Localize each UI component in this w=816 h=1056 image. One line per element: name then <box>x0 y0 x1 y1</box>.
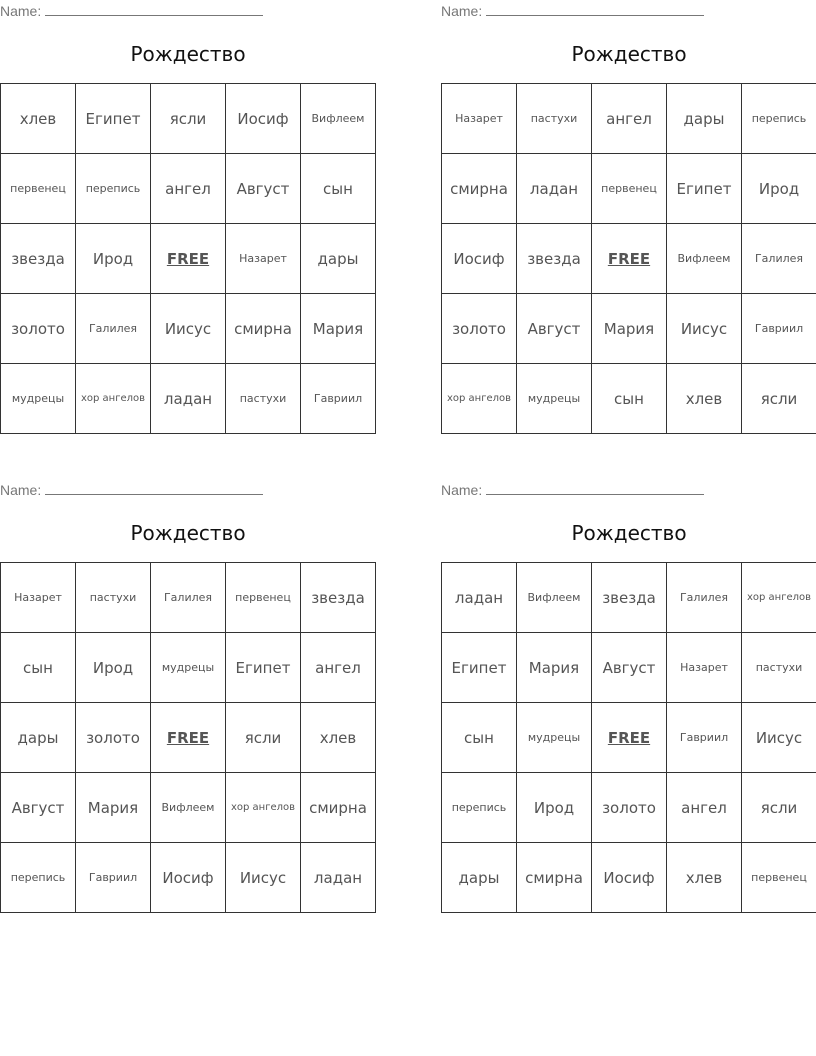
free-space-cell: FREE <box>592 703 667 773</box>
bingo-cell: Гавриил <box>76 843 151 913</box>
bingo-cell: первенец <box>226 563 301 633</box>
card-title: Рождество <box>571 42 687 66</box>
bingo-cell: Галилея <box>667 563 742 633</box>
bingo-cell: хор ангелов <box>742 563 816 633</box>
bingo-cell: хлев <box>301 703 376 773</box>
grid-row <box>442 154 816 224</box>
bingo-cell: сын <box>442 703 517 773</box>
name-blank-field[interactable] <box>45 482 263 495</box>
bingo-cell: Август <box>517 294 592 364</box>
bingo-cell: Вифлеем <box>517 563 592 633</box>
bingo-cell: Иисус <box>226 843 301 913</box>
bingo-cell: Ирод <box>517 773 592 843</box>
bingo-cell: звезда <box>301 563 376 633</box>
bingo-cell: Галилея <box>151 563 226 633</box>
name-label: Name: <box>0 482 42 498</box>
bingo-cell: хлев <box>1 84 76 154</box>
bingo-cell: перепись <box>76 154 151 224</box>
name-blank-field[interactable] <box>486 482 704 495</box>
bingo-cell: хлев <box>667 364 742 434</box>
bingo-cell: смирна <box>301 773 376 843</box>
bingo-cell: ангел <box>301 633 376 703</box>
bingo-cell: пастухи <box>517 84 592 154</box>
bingo-cell: перепись <box>1 843 76 913</box>
bingo-cell: смирна <box>517 843 592 913</box>
bingo-cell: пастухи <box>76 563 151 633</box>
bingo-cell: мудрецы <box>517 703 592 773</box>
grid-row <box>442 84 816 154</box>
bingo-cell: хлев <box>667 843 742 913</box>
bingo-cell: ясли <box>151 84 226 154</box>
bingo-cell: ангел <box>667 773 742 843</box>
name-line <box>0 3 263 19</box>
name-label: Name: <box>441 3 483 19</box>
bingo-cell: Назарет <box>667 633 742 703</box>
bingo-cell: Египет <box>442 633 517 703</box>
grid-row <box>442 633 816 703</box>
name-label: Name: <box>441 482 483 498</box>
bingo-grid <box>0 562 376 913</box>
bingo-cell: золото <box>1 294 76 364</box>
bingo-cell: Иосиф <box>592 843 667 913</box>
bingo-cell: сын <box>592 364 667 434</box>
bingo-cell: Ирод <box>76 224 151 294</box>
bingo-cell: первенец <box>1 154 76 224</box>
bingo-cell: хор ангелов <box>76 364 151 434</box>
grid-row <box>1 364 376 434</box>
bingo-cell: ладан <box>442 563 517 633</box>
bingo-cell: Вифлеем <box>151 773 226 843</box>
bingo-cell: Мария <box>592 294 667 364</box>
bingo-cell: ладан <box>517 154 592 224</box>
bingo-cell: Иосиф <box>442 224 517 294</box>
bingo-cell: ясли <box>226 703 301 773</box>
bingo-cell: золото <box>76 703 151 773</box>
bingo-cell: дары <box>442 843 517 913</box>
bingo-cell: перепись <box>742 84 816 154</box>
bingo-cell: хор ангелов <box>226 773 301 843</box>
bingo-cell: Вифлеем <box>667 224 742 294</box>
bingo-cell: звезда <box>517 224 592 294</box>
bingo-grid <box>441 562 816 913</box>
grid-row <box>1 154 376 224</box>
bingo-cell: Гавриил <box>667 703 742 773</box>
bingo-cell: Мария <box>301 294 376 364</box>
bingo-cell: дары <box>1 703 76 773</box>
bingo-cell: смирна <box>442 154 517 224</box>
grid-row <box>442 364 816 434</box>
card-title: Рождество <box>130 521 246 545</box>
bingo-cell: Назарет <box>442 84 517 154</box>
card-title: Рождество <box>130 42 246 66</box>
free-space-cell: FREE <box>592 224 667 294</box>
bingo-cell: Август <box>1 773 76 843</box>
bingo-cell: пастухи <box>742 633 816 703</box>
bingo-cell: Гавриил <box>742 294 816 364</box>
bingo-cell: Иисус <box>667 294 742 364</box>
grid-row <box>442 773 816 843</box>
bingo-cell: сын <box>1 633 76 703</box>
bingo-cell: пастухи <box>226 364 301 434</box>
bingo-grid <box>0 83 376 434</box>
grid-row <box>1 843 376 913</box>
grid-row <box>442 843 816 913</box>
bingo-cell: Египет <box>76 84 151 154</box>
card-title: Рождество <box>571 521 687 545</box>
free-space-cell: FREE <box>151 224 226 294</box>
name-line <box>441 3 704 19</box>
bingo-cell: Ирод <box>742 154 816 224</box>
bingo-grid <box>441 83 816 434</box>
bingo-cell: смирна <box>226 294 301 364</box>
bingo-cell: мудрецы <box>151 633 226 703</box>
name-blank-field[interactable] <box>486 3 704 16</box>
grid-row <box>1 224 376 294</box>
name-label: Name: <box>0 3 42 19</box>
bingo-cell: Мария <box>517 633 592 703</box>
bingo-cell: ясли <box>742 364 816 434</box>
grid-row <box>1 84 376 154</box>
grid-row <box>442 563 816 633</box>
bingo-cell: мудрецы <box>517 364 592 434</box>
bingo-cell: ладан <box>151 364 226 434</box>
bingo-cell: Иисус <box>742 703 816 773</box>
bingo-cell: Назарет <box>1 563 76 633</box>
bingo-cell: Август <box>226 154 301 224</box>
bingo-cell: Галилея <box>742 224 816 294</box>
grid-row <box>442 294 816 364</box>
bingo-cell: мудрецы <box>1 364 76 434</box>
bingo-cell: Гавриил <box>301 364 376 434</box>
bingo-cell: Август <box>592 633 667 703</box>
bingo-cell: Галилея <box>76 294 151 364</box>
name-line <box>0 482 263 498</box>
name-line <box>441 482 704 498</box>
grid-row <box>442 703 816 773</box>
bingo-cell: Ирод <box>76 633 151 703</box>
grid-row <box>1 703 376 773</box>
bingo-cell: Египет <box>226 633 301 703</box>
bingo-cell: дары <box>301 224 376 294</box>
grid-row <box>1 563 376 633</box>
bingo-cell: звезда <box>592 563 667 633</box>
bingo-cell: золото <box>442 294 517 364</box>
grid-row <box>1 633 376 703</box>
name-blank-field[interactable] <box>45 3 263 16</box>
bingo-cell: Иосиф <box>226 84 301 154</box>
bingo-cell: перепись <box>442 773 517 843</box>
grid-row <box>442 224 816 294</box>
bingo-cell: хор ангелов <box>442 364 517 434</box>
bingo-cell: Вифлеем <box>301 84 376 154</box>
grid-row <box>1 294 376 364</box>
bingo-cell: Иисус <box>151 294 226 364</box>
bingo-cell: ангел <box>151 154 226 224</box>
bingo-cell: золото <box>592 773 667 843</box>
bingo-cell: первенец <box>592 154 667 224</box>
free-space-cell: FREE <box>151 703 226 773</box>
bingo-cell: сын <box>301 154 376 224</box>
bingo-cell: звезда <box>1 224 76 294</box>
bingo-cell: Мария <box>76 773 151 843</box>
bingo-cell: Египет <box>667 154 742 224</box>
bingo-cell: Иосиф <box>151 843 226 913</box>
bingo-cell: первенец <box>742 843 816 913</box>
grid-row <box>1 773 376 843</box>
bingo-cell: ангел <box>592 84 667 154</box>
bingo-cell: дары <box>667 84 742 154</box>
bingo-cell: ясли <box>742 773 816 843</box>
bingo-cell: ладан <box>301 843 376 913</box>
bingo-cell: Назарет <box>226 224 301 294</box>
